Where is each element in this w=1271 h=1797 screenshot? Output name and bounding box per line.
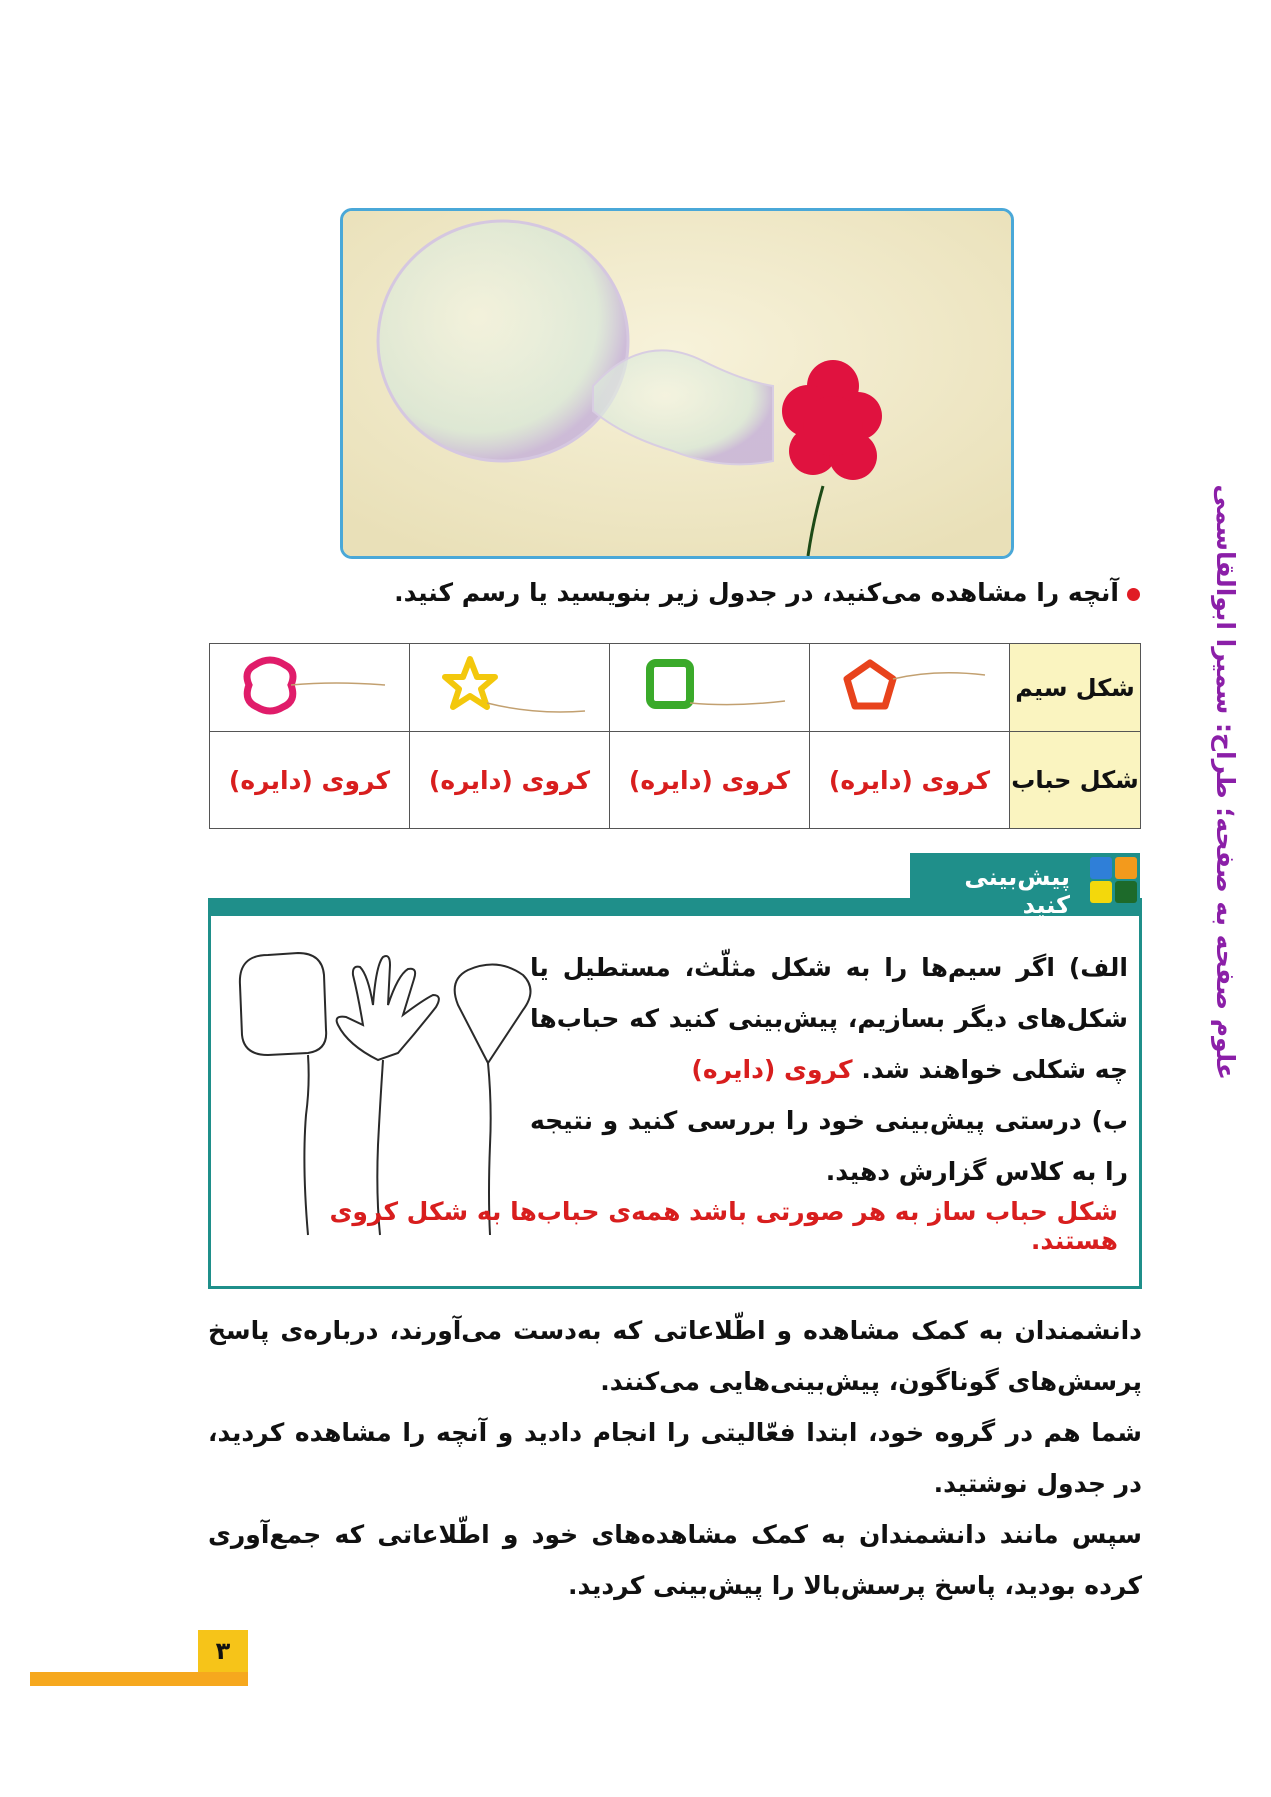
predict-title-tab — [910, 853, 1140, 919]
predict-conclusion: شکل حباب ساز به هر صورتی باشد همه‌ی حباب‌ها به شکل کروی هستند. — [329, 1197, 1118, 1255]
flower-wire-icon — [225, 651, 395, 721]
table-row — [210, 732, 1141, 829]
answer-cell: کروی (دایره) — [410, 732, 610, 829]
wire-cell — [210, 644, 410, 732]
paragraph: شما هم در گروه خود، ابتدا فعّالیتی را انجام دادید و آنچه را مشاهده کردید، در جدول نوشتید. — [208, 1418, 1142, 1498]
observation-table — [209, 643, 1141, 829]
page-footer-bar — [30, 1672, 248, 1686]
star-wire-icon — [425, 651, 595, 721]
predict-questions: الف) اگر سیم‌ها را به شکل مثلّث، مستطیل یا شکل‌های دیگر بسازیم، پیش‌بینی کنید که حباب‌ها چه شکلی خواهند شد. کروی (دایره) ب) درستی پیش‌بینی خود را بررسی کنید و نتیجه را به کلاس گزارش دهید. — [530, 953, 1128, 1186]
pentagon-wire-icon — [825, 651, 995, 721]
paragraph: دانشمندان به کمک مشاهده و اطّلاعاتی که به‌دست می‌آورند، درباره‌ی پاسخ پرسش‌های گوناگون، پیش‌بینی‌هایی می‌کنند. — [208, 1316, 1142, 1396]
wire-cell — [410, 644, 610, 732]
side-credit: علوم صفحه به صفحه؛ طراح: سمیرا ابوالقاسمی — [1211, 484, 1240, 1080]
paragraph: سپس مانند دانشمندان به کمک مشاهده‌های خود و اطّلاعاتی که جمع‌آوری کرده بودید، پاسخ پرسش‌بالا را پیش‌بینی کردید. — [208, 1520, 1142, 1600]
wire-cell — [810, 644, 1010, 732]
body-paragraphs — [208, 1305, 1142, 1611]
part-a-answer: کروی (دایره) — [691, 1055, 853, 1084]
page-number: ۳ — [198, 1630, 248, 1672]
instruction-text: آنچه را مشاهده می‌کنید، در جدول زیر بنویسید یا رسم کنید. — [200, 578, 1140, 607]
bubble-wand-illustration — [343, 211, 1011, 556]
row-label-wire: شکل سیم — [1010, 644, 1141, 732]
row-label-bubble: شکل حباب — [1010, 732, 1141, 829]
large-bubble — [378, 221, 628, 461]
bubble-photo — [340, 208, 1014, 559]
bullet-icon — [1127, 588, 1140, 601]
answer-cell: کروی (دایره) — [810, 732, 1010, 829]
predict-title: پیش‌بینی کنید — [964, 863, 1070, 919]
table-row — [210, 644, 1141, 732]
answer-cell: کروی (دایره) — [610, 732, 810, 829]
wire-cell — [610, 644, 810, 732]
answer-cell: کروی (دایره) — [210, 732, 410, 829]
square-wire-icon — [625, 651, 795, 721]
